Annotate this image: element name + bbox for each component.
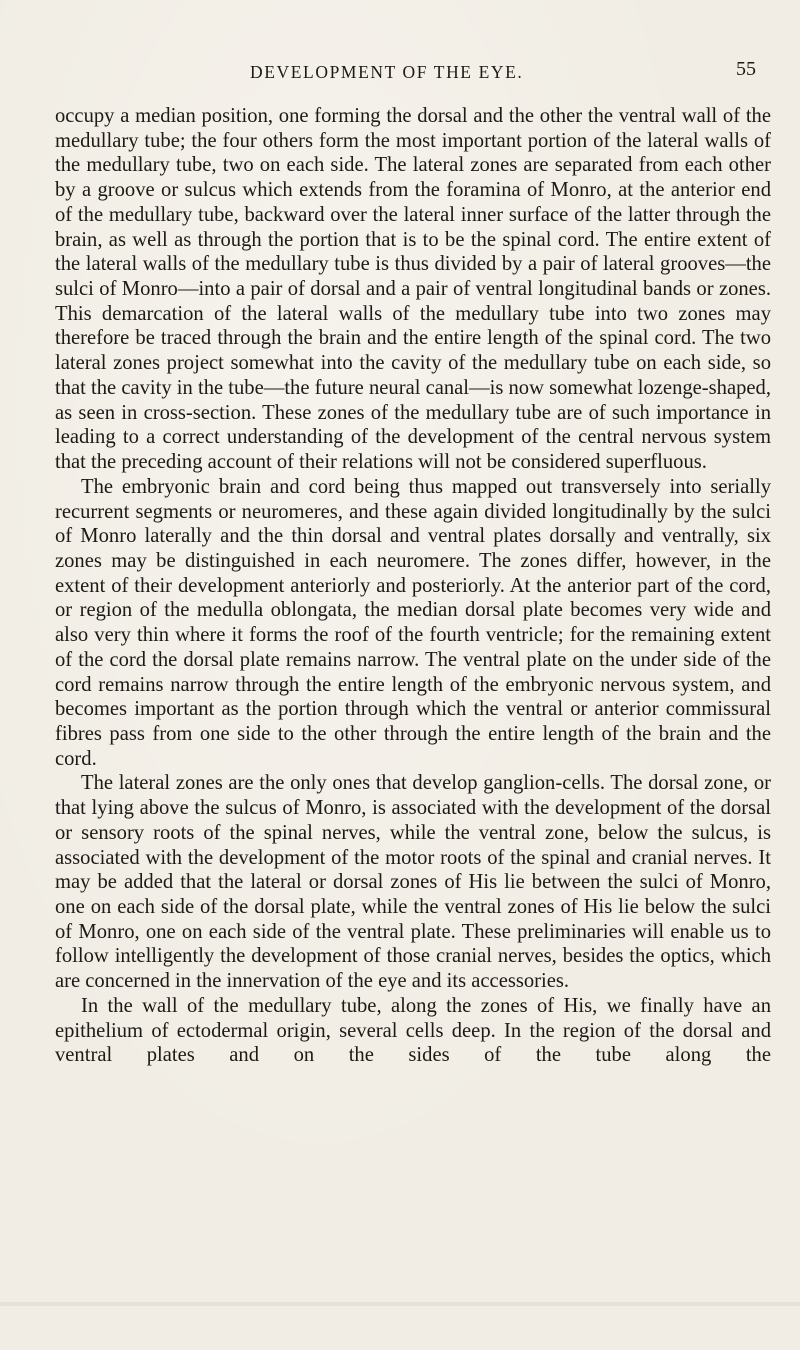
paragraph: The lateral zones are the only ones that develop ganglion-cells. The dorsal zone, or that lying above the sulcus of Monro, is associated with the development of the dorsal or sensory roots of the spinal nerves, while the ventral zone, below the sulcus, is associated with the development of the motor roots of the spinal and cranial nerves. It may be added that the lateral or dorsal zones of His lie between the sulci of Monro, one on each side of the dorsal plate, while the ventral zones of His lie below the sulci of Monro, one on each side of the ventral plate. These preliminaries will enable us to follow intelligently the development of those cranial nerves, besides the optics, which are concerned in the innervation of the eye and its accessories. — [55, 772, 771, 993]
paragraph-continues: In the wall of the medullary tube, along the zones of His, we finally have an epithelium of ectodermal origin, several cells deep. In the region of the dorsal and ventral plates and on the sides of the tube along the — [55, 994, 771, 1067]
body-text — [55, 104, 771, 1068]
page-number: 55 — [736, 58, 756, 80]
page-header — [0, 58, 800, 88]
paragraph-continued: occupy a median position, one forming the dorsal and the other the ventral wall of the medullary tube; the four others form the most important portion of the lateral walls of the medullary tube, two on each side. The lateral zones are separated from each other by a groove or sulcus which extends from the foramina of Monro, at the anterior end of the medullary tube, backward over the lateral inner surface of the latter through the brain, as well as through the portion that is to be the spinal cord. The entire extent of the lateral walls of the medullary tube is thus divided by a pair of lateral grooves—the sulci of Monro—into a pair of dorsal and a pair of ventral longitudinal bands or zones. This demarcation of the lateral walls of the medullary tube into two zones may therefore be traced through the brain and the entire length of the spinal cord. The two lateral zones project somewhat into the cavity of the medullary tube on each side, so that the cavity in the tube—the future neural canal—is now somewhat lozenge-shaped, as seen in cross-section. These zones of the medullary tube are of such importance in leading to a correct understanding of the development of the central nervous system that the preceding account of their relations will not be considered superfluous. — [55, 105, 771, 474]
paragraph: The embryonic brain and cord being thus mapped out transversely into serially recurrent segments or neuromeres, and these again divided longitudinally by the sulci of Monro laterally and the thin dorsal and ventral plates dorsally and ventrally, six zones may be distinguished in each neuromere. The zones differ, however, in the extent of their development anteriorly and posteriorly. At the anterior part of the cord, or region of the medulla oblongata, the median dorsal plate becomes very wide and also very thin where it forms the roof of the fourth ventricle; for the remaining extent of the cord the dorsal plate remains narrow. The ventral plate on the under side of the cord remains narrow through the entire length of the embryonic nervous system, and becomes important as the portion through which the ventral or anterior commissural fibres pass from one side to the other through the entire length of the brain and the cord. — [55, 475, 771, 770]
page-bottom-edge — [0, 1302, 800, 1306]
running-title: DEVELOPMENT OF THE EYE. — [250, 62, 524, 82]
